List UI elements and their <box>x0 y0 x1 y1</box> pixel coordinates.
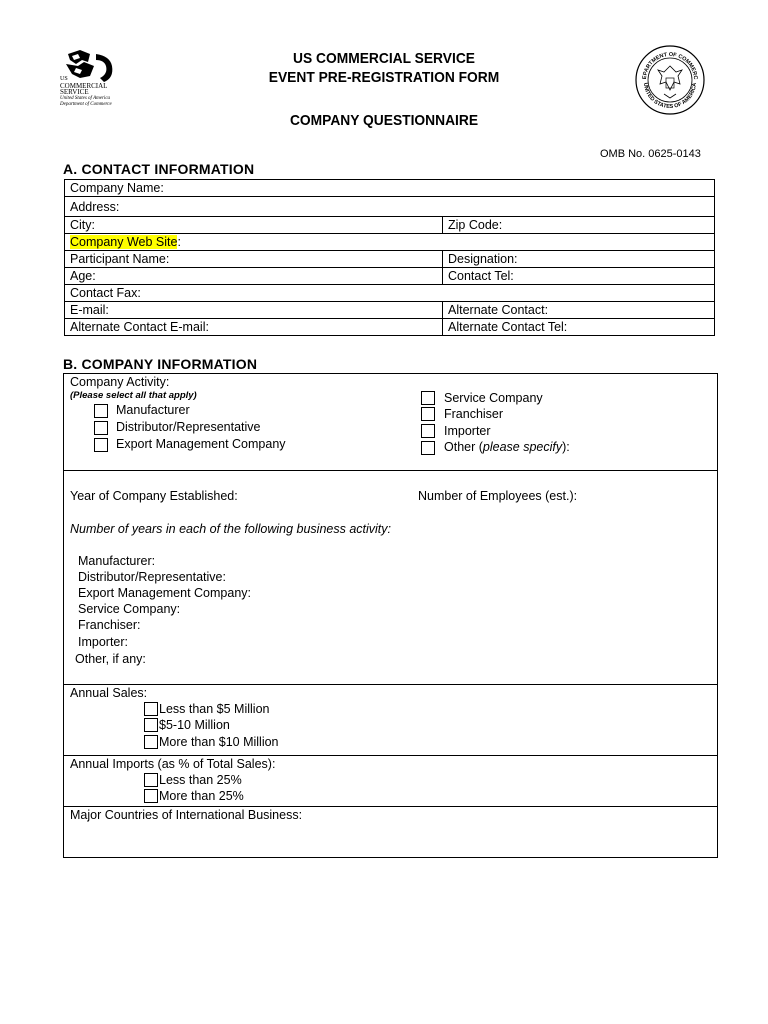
seal-icon <box>634 44 706 116</box>
importer-checkbox[interactable] <box>421 424 435 438</box>
number-of-employees-label[interactable]: Number of Employees (est.): <box>418 489 578 503</box>
export-management-checkbox[interactable] <box>94 438 108 452</box>
service-company-option-label: Service Company <box>444 391 543 405</box>
email-label: E-mail: <box>70 303 109 317</box>
section-a-title: A. CONTACT INFORMATION <box>63 161 255 177</box>
contact-tel-field[interactable] <box>443 268 715 285</box>
company-name-field[interactable] <box>65 180 715 197</box>
table-row <box>65 302 715 319</box>
alternate-tel-label: Alternate Contact Tel: <box>448 320 568 334</box>
distributor-option-label: Distributor/Representative <box>116 420 261 434</box>
years-franchiser-label[interactable]: Franchiser: <box>78 618 141 632</box>
annual-imports-label: Annual Imports (as % of Total Sales): <box>70 757 276 771</box>
distributor-checkbox[interactable] <box>94 421 108 435</box>
company-name-label: Company Name: <box>70 181 164 195</box>
alternate-contact-field[interactable] <box>443 302 715 319</box>
table-row <box>65 319 715 336</box>
age-field[interactable] <box>65 268 443 285</box>
city-field[interactable] <box>65 217 443 234</box>
contact-fax-field[interactable] <box>65 285 715 302</box>
logo-line-2: COMMERCIAL <box>60 81 108 90</box>
manufacturer-checkbox[interactable] <box>94 404 108 418</box>
header-title-line-3: COMPANY QUESTIONNAIRE <box>289 112 479 129</box>
email-field[interactable] <box>65 302 443 319</box>
sales-more-10m-checkbox[interactable] <box>144 735 158 749</box>
sales-5-10m-checkbox[interactable] <box>144 718 158 732</box>
year-established-label[interactable]: Year of Company Established: <box>70 489 238 503</box>
address-field[interactable] <box>65 197 715 217</box>
annual-imports-box <box>63 755 718 807</box>
department-of-commerce-seal <box>634 44 706 116</box>
table-row <box>65 268 715 285</box>
alternate-email-label: Alternate Contact E-mail: <box>70 320 209 334</box>
years-export-management-label[interactable]: Export Management Company: <box>78 586 252 600</box>
years-service-company-label[interactable]: Service Company: <box>78 602 181 616</box>
major-countries-label: Major Countries of International Business: <box>70 808 303 822</box>
major-countries-box[interactable] <box>63 806 718 858</box>
other-prefix: Other ( <box>444 440 483 454</box>
designation-label: Designation: <box>448 252 518 266</box>
header-title-line-2: EVENT PRE-REGISTRATION FORM <box>268 69 500 86</box>
logo-line-4: United States of America <box>60 95 111 101</box>
contact-information-table <box>64 179 715 336</box>
sales-less-5m-label: Less than $5 Million <box>159 702 270 716</box>
franchiser-option-label: Franchiser <box>444 407 504 421</box>
seal-bottom-text: UNITED STATES OF AMERICA <box>641 82 699 111</box>
svg-text:UNITED STATES OF AMERICA <box>642 82 698 110</box>
sales-less-5m-checkbox[interactable] <box>144 702 158 716</box>
sales-more-10m-label: More than $10 Million <box>159 735 279 749</box>
importer-option-label: Importer <box>444 424 491 438</box>
export-management-option-label: Export Management Company <box>116 437 286 451</box>
logo-line-3: SERVICE <box>60 88 89 96</box>
years-importer-label[interactable]: Importer: <box>78 635 129 649</box>
company-activity-label: Company Activity: <box>70 375 170 389</box>
years-distributor-label[interactable]: Distributor/Representative: <box>78 570 226 584</box>
alternate-tel-field[interactable] <box>443 319 715 336</box>
zip-code-field[interactable] <box>443 217 715 234</box>
years-activity-heading: Number of years in each of the following business activity: <box>70 522 391 536</box>
other-suffix: ): <box>562 440 570 454</box>
alternate-contact-label: Alternate Contact: <box>448 303 549 317</box>
years-other-label[interactable]: Other, if any: <box>75 652 146 666</box>
other-option-label <box>444 440 570 454</box>
annual-sales-box <box>63 684 718 756</box>
franchiser-checkbox[interactable] <box>421 407 435 421</box>
contact-tel-label: Contact Tel: <box>448 269 514 283</box>
city-label: City: <box>70 218 95 232</box>
years-manufacturer-label[interactable]: Manufacturer: <box>78 554 156 568</box>
section-b-title: B. COMPANY INFORMATION <box>63 356 258 372</box>
seal-top-text: EPARTMENT OF COMMERC <box>641 51 699 80</box>
sales-5-10m-label: $5-10 Million <box>159 718 230 732</box>
company-activity-note: (Please select all that apply) <box>70 390 197 401</box>
omb-number: OMB No. 0625-0143 <box>600 148 701 160</box>
table-row <box>65 217 715 234</box>
imports-less-25-checkbox[interactable] <box>144 773 158 787</box>
imports-more-25-checkbox[interactable] <box>144 789 158 803</box>
contact-fax-label: Contact Fax: <box>70 286 141 300</box>
company-website-field[interactable] <box>65 234 715 251</box>
table-row <box>65 234 715 251</box>
table-row <box>65 251 715 268</box>
age-label: Age: <box>70 269 96 283</box>
table-row <box>65 285 715 302</box>
zip-code-label: Zip Code: <box>448 218 503 232</box>
service-company-checkbox[interactable] <box>421 391 435 405</box>
participant-name-field[interactable] <box>65 251 443 268</box>
participant-name-label: Participant Name: <box>70 252 170 266</box>
address-label: Address: <box>70 199 120 214</box>
company-activity-box <box>63 373 718 471</box>
table-row <box>65 180 715 197</box>
annual-sales-label: Annual Sales: <box>70 686 148 700</box>
imports-more-25-label: More than 25% <box>159 789 244 803</box>
designation-field[interactable] <box>443 251 715 268</box>
logo-line-5: Department of Commerce <box>60 102 112 107</box>
company-years-box <box>63 470 718 685</box>
header-title-line-1: US COMMERCIAL SERVICE <box>293 50 475 67</box>
manufacturer-option-label: Manufacturer <box>116 403 190 417</box>
company-website-label: Company Web Site <box>70 235 178 249</box>
other-please-specify: please specify <box>482 440 563 454</box>
logo-line-1: US <box>60 76 68 82</box>
svg-text:DEPARTMENT OF COMMERCE <box>634 44 698 80</box>
alternate-email-field[interactable] <box>65 319 443 336</box>
other-checkbox[interactable] <box>421 441 435 455</box>
table-row <box>65 197 715 217</box>
imports-less-25-label: Less than 25% <box>159 773 242 787</box>
company-website-colon: : <box>177 235 181 249</box>
